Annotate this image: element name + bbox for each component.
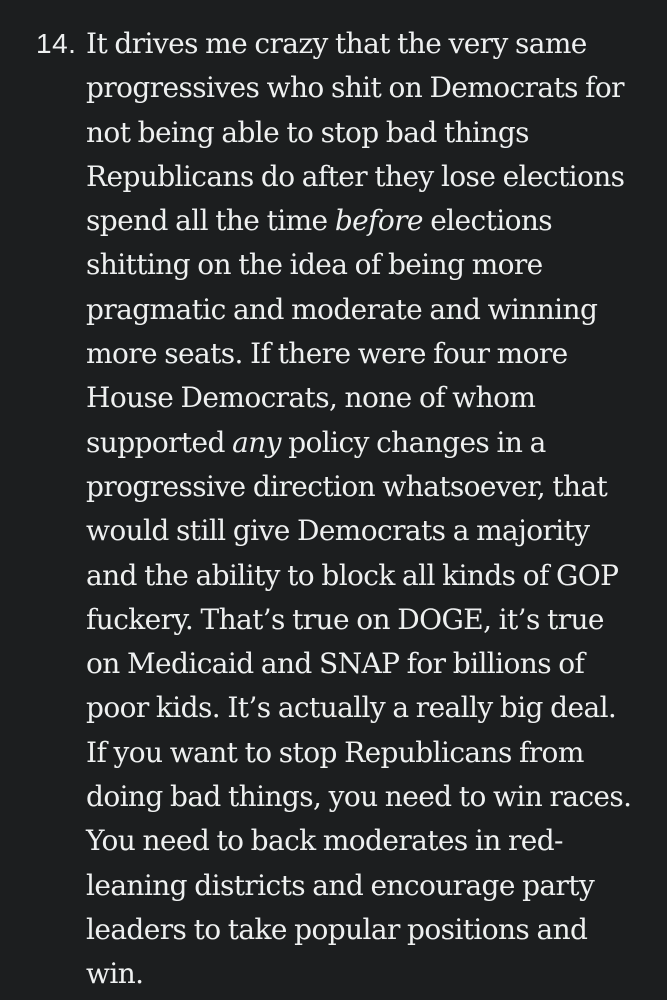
list-item-number: 14. xyxy=(36,28,77,59)
list-item-paragraph xyxy=(86,22,637,997)
paragraph-text: elections shitting on the idea of being more pragmatic and moderate and winning more seats. If there were four more House Democrats, none of whom supported xyxy=(86,204,598,459)
paragraph-text: It drives me crazy that the very same progressives who shit on Democrats for not being able to stop bad things Republicans do after they lose elections spend all the time xyxy=(86,27,625,238)
emphasis-text: before xyxy=(334,204,423,238)
list-item xyxy=(0,22,667,997)
paragraph-text: policy changes in a progressive direction whatsoever, that would still give Democrats a majority and the ability to block all kinds of GOP fuckery. That’s true on DOGE, it’s true on Medicaid and SNAP for billions of poor kids. It’s actually a really big deal. If you want to stop Republicans from doing bad things, you need to win races. You need to back moderates in red-leaning districts and encourage party leaders to take popular positions and win. xyxy=(86,425,632,991)
emphasis-text: any xyxy=(232,425,281,459)
numbered-list xyxy=(0,22,667,997)
